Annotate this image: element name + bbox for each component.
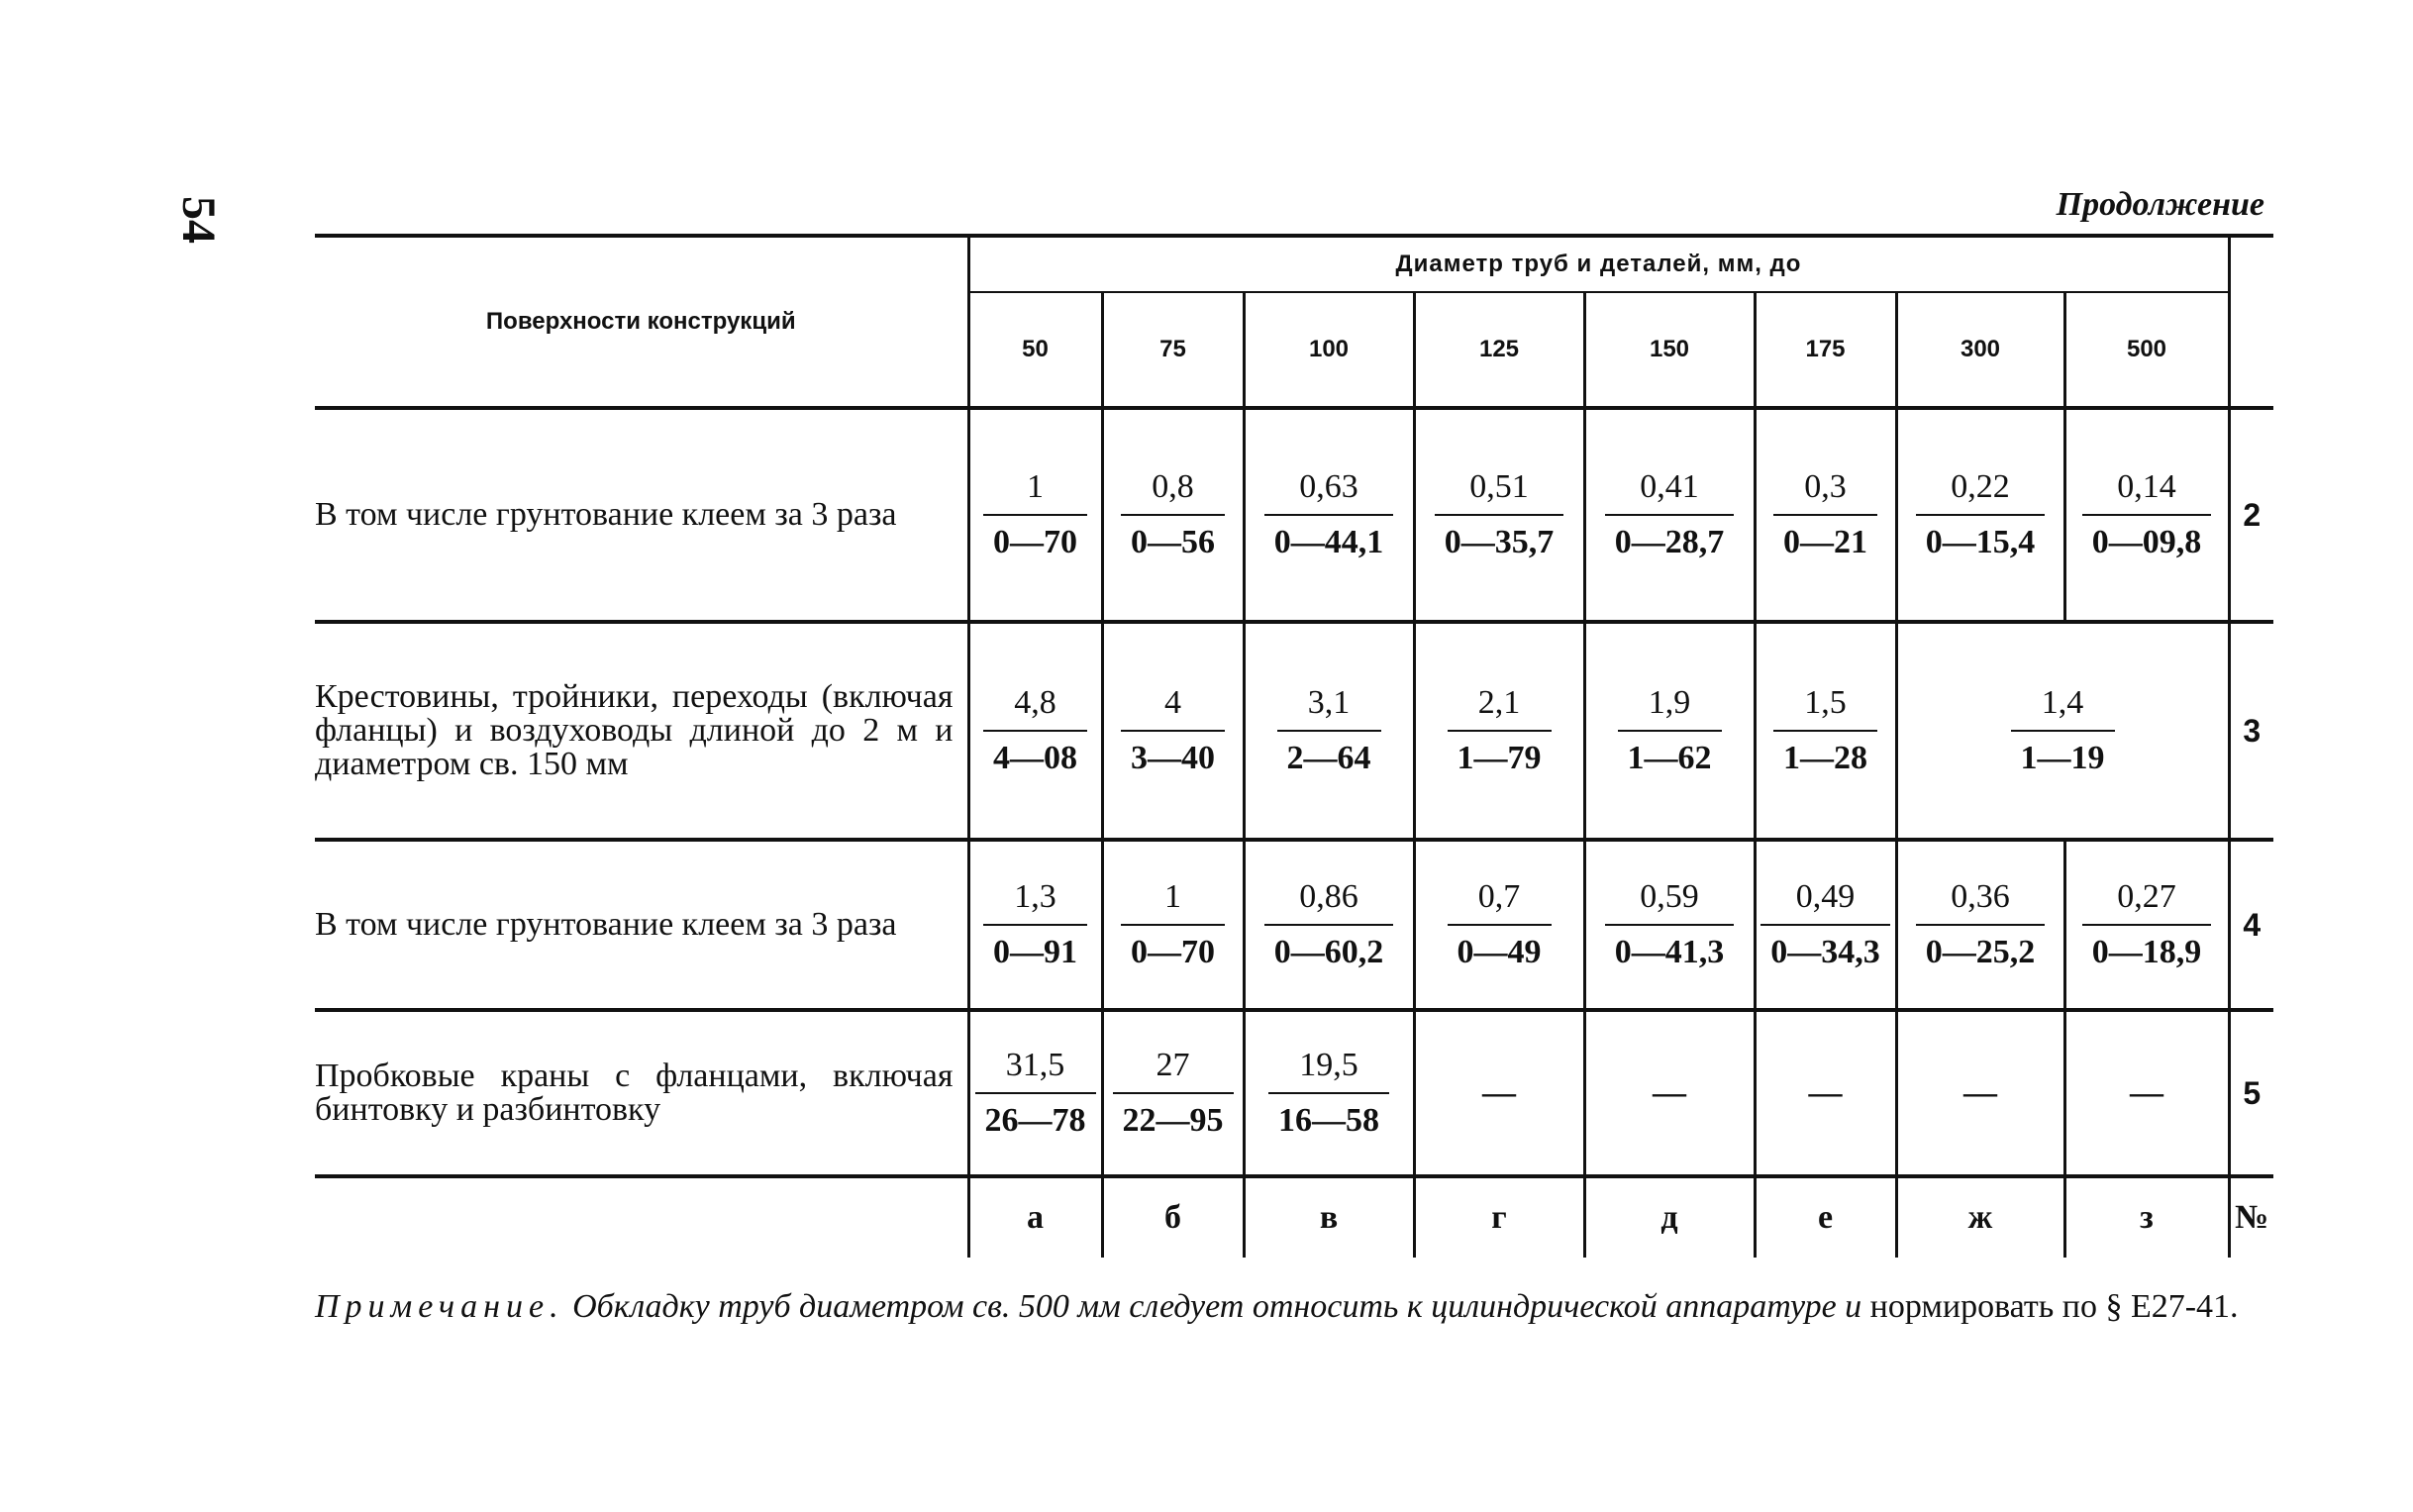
note-text: Обкладку труб диаметром св. 500 мм следует относить к цилиндрической аппаратуре и [572, 1288, 1862, 1325]
footnote [315, 1287, 2273, 1327]
row-label: В том числе грунтование клеем за 3 раза [315, 906, 897, 943]
norm-value: $\frac{1,5}{1—28}$ [1773, 684, 1877, 777]
empty-dash: — [1584, 1012, 1755, 1176]
norm-value: $\frac{0,51}{0—35,7}$ [1435, 468, 1564, 561]
row-label: В том числе грунтование клеем за 3 раза [315, 496, 897, 533]
table-row [315, 624, 2273, 840]
table-row [315, 842, 2273, 1010]
header-col-125: 125 [1414, 292, 1584, 408]
norm-value: $\frac{0,8}{0—56}$ [1121, 468, 1225, 561]
header-col-300: 300 [1896, 292, 2064, 408]
column-letters-row [315, 1178, 2273, 1258]
note-label: Примечание. [315, 1288, 564, 1325]
row-label: Пробковые краны с фланцами, включая бинтовку и разбинтовку [315, 1058, 954, 1128]
row-number: 3 [2229, 624, 2273, 840]
header-col-75: 75 [1102, 292, 1244, 408]
header-col-150: 150 [1584, 292, 1755, 408]
page-number: 54 [172, 196, 225, 244]
empty-dash: — [1896, 1012, 2064, 1176]
number-sign: № [2229, 1178, 2273, 1258]
norms-table [315, 234, 2273, 1258]
norm-value: $\frac{0,49}{0—34,3}$ [1760, 878, 1890, 971]
norm-value: $\frac{0,3}{0—21}$ [1773, 468, 1877, 561]
norm-value: $\frac{4}{3—40}$ [1121, 684, 1225, 777]
row-label: Крестовины, тройники, переходы (включая фланцы) и воздуховоды длиной до 2 м и диаметром св. 150 мм [315, 678, 954, 782]
row-number: 5 [2229, 1012, 2273, 1176]
norm-value: $\frac{1}{0—70}$ [983, 468, 1087, 561]
row-number: 2 [2229, 410, 2273, 622]
norm-value: $\frac{0,59}{0—41,3}$ [1605, 878, 1735, 971]
header-col-500: 500 [2064, 292, 2229, 408]
header-col-50: 50 [968, 292, 1102, 408]
norm-value: $\frac{2,1}{1—79}$ [1448, 684, 1552, 777]
column-letter: з [2064, 1178, 2229, 1258]
norm-value: $\frac{4,8}{4—08}$ [983, 684, 1087, 777]
header-diameter: Диаметр труб и деталей, мм, до [968, 238, 2229, 292]
empty-dash: — [1755, 1012, 1896, 1176]
column-letter: ж [1896, 1178, 2064, 1258]
norm-value: $\frac{0,14}{0—09,8}$ [2082, 468, 2212, 561]
norm-value: $\frac{3,1}{2—64}$ [1277, 684, 1381, 777]
continuation-label: Продолжение [2056, 186, 2264, 223]
norm-value: $\frac{0,27}{0—18,9}$ [2082, 878, 2212, 971]
row-number: 4 [2229, 842, 2273, 1010]
norm-value: $\frac{1}{0—70}$ [1121, 878, 1225, 971]
empty-dash: — [1414, 1012, 1584, 1176]
column-letter: г [1414, 1178, 1584, 1258]
norm-value: $\frac{31,5}{26—78}$ [975, 1047, 1096, 1140]
empty-dash: — [2064, 1012, 2229, 1176]
norm-value: $\frac{0,41}{0—28,7}$ [1605, 468, 1735, 561]
table-row [315, 410, 2273, 622]
header-col-100: 100 [1244, 292, 1414, 408]
norm-value: $\frac{0,63}{0—44,1}$ [1264, 468, 1394, 561]
norm-value-merged: $\frac{1,4}{1—19}$ [2011, 684, 2115, 777]
column-letter: е [1755, 1178, 1896, 1258]
norm-value: $\frac{27}{22—95}$ [1113, 1047, 1234, 1140]
norm-value: $\frac{1,9}{1—62}$ [1618, 684, 1722, 777]
header-surface: Поверхности конструкций [485, 308, 796, 335]
norm-value: $\frac{0,22}{0—15,4}$ [1916, 468, 2046, 561]
norm-value: $\frac{1,3}{0—91}$ [983, 878, 1087, 971]
column-letter: в [1244, 1178, 1414, 1258]
column-letter: б [1102, 1178, 1244, 1258]
norm-value: $\frac{19,5}{16—58}$ [1268, 1047, 1389, 1140]
column-letter: д [1584, 1178, 1755, 1258]
column-letter: а [968, 1178, 1102, 1258]
note-text-end: нормировать по § Е27-41. [1869, 1288, 2239, 1325]
norm-value: $\frac{0,36}{0—25,2}$ [1916, 878, 2046, 971]
norm-value: $\frac{0,7}{0—49}$ [1448, 878, 1552, 971]
norm-value: $\frac{0,86}{0—60,2}$ [1264, 878, 1394, 971]
header-col-175: 175 [1755, 292, 1896, 408]
table-row [315, 1012, 2273, 1176]
